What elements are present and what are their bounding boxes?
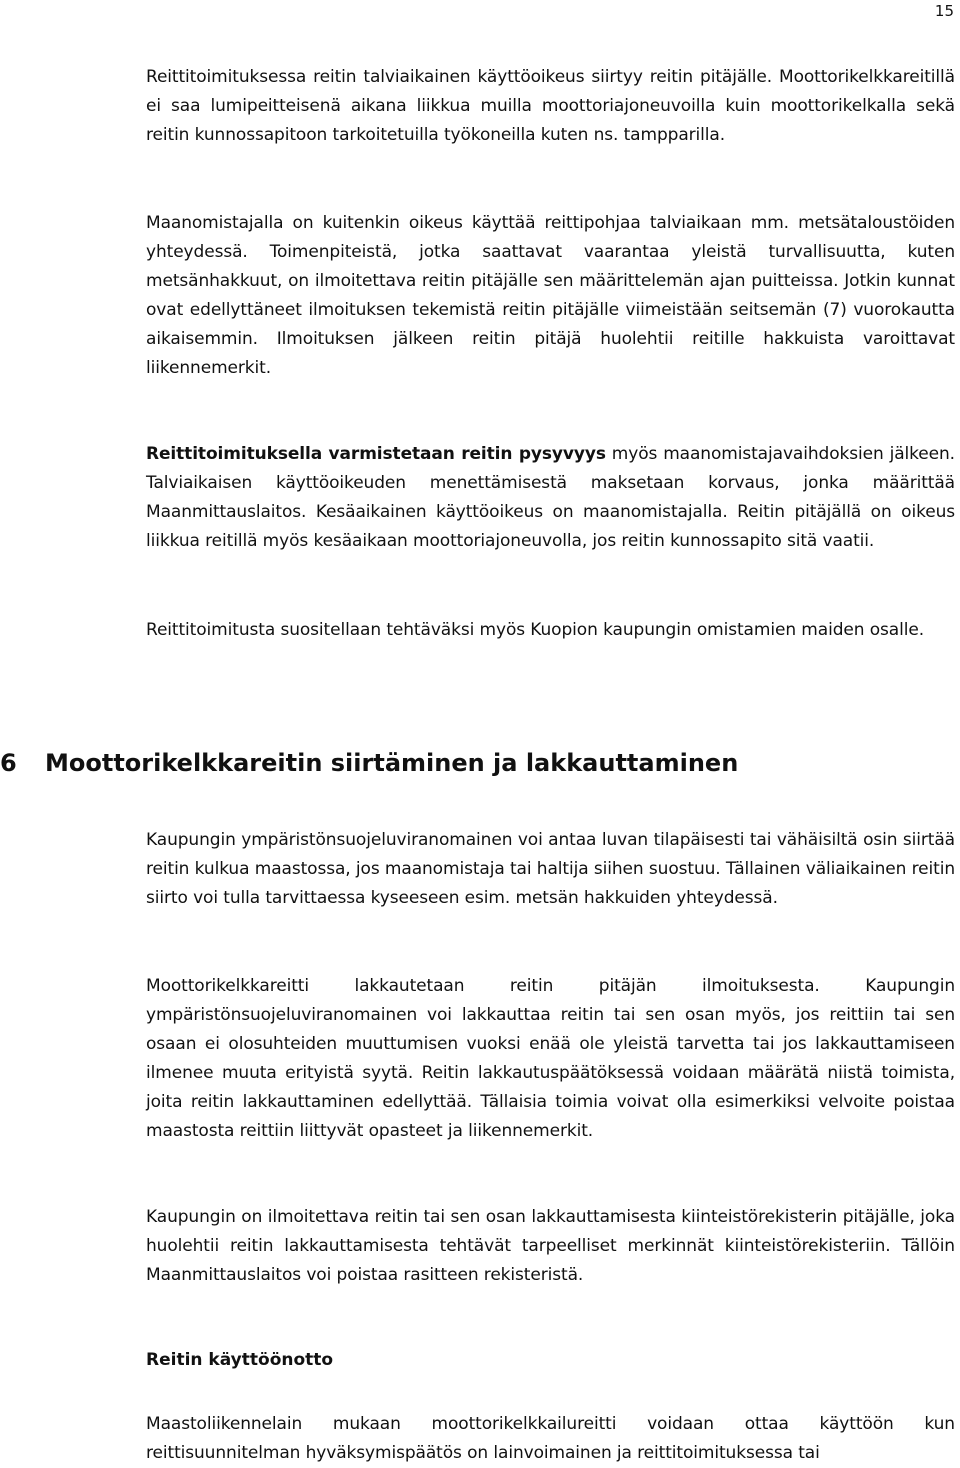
page-number: 15	[934, 2, 954, 20]
section-heading	[0, 745, 738, 781]
paragraph-route-permanence	[146, 440, 955, 556]
paragraph-route-permanence-text: myös maanomistajavaihdoksien jälkeen. Talviaikaisen käyttöoikeuden menettämisestä maksetaan korvaus, jonka määrittää Maanmittauslaitos. Kesäaikainen käyttöoikeus on maanomistajalla. Reitin pitäjällä on oikeus liikkua reitillä myös kesäaikaan moottoriajoneuvolla, jos reitin kunnossapito sitä vaatii.	[146, 444, 955, 551]
paragraph-temporary-relocation: Kaupungin ympäristönsuojeluviranomainen voi antaa luvan tilapäisesti tai vähäisiltä osin siirtää reitin kulkua maastossa, jos maanomistaja tai haltija siihen suostuu. Tällainen väliaikainen reitin siirto voi tulla tarvittaessa kyseeseen esim. metsän hakkuiden yhteydessä.	[146, 830, 955, 908]
section-title: Moottorikelkkareitin siirtäminen ja lakkauttaminen	[45, 749, 739, 777]
subheading-route-commissioning: Reitin käyttöönotto	[146, 1350, 334, 1370]
paragraph-route-permanence-bold: Reittitoimituksella varmistetaan reitin pysyvyys	[146, 444, 606, 464]
paragraph-route-abolition: Moottorikelkkareitti lakkautetaan reitin pitäjän ilmoituksesta. Kaupungin ympäristönsuojeluviranomainen voi lakkauttaa reitin tai sen osan myös, jos reittiin tai sen osaan ei olosuhteiden muuttumisen vuoksi enää ole yleistä tarvetta tai jos lakkauttamiseen ilmenee muuta erityistä syytä. Reitin lakkautuspäätöksessä voidaan määrätä niistä toimista, joita reitin lakkauttaminen edellyttää. Tällaisia toimia voivat olla esimerkiksi velvoite poistaa maastosta reittiin liittyvät opasteet ja liikennemerkit.	[146, 976, 955, 1141]
paragraph-commissioning: Maastoliikennelain mukaan moottorikelkkailureitti voidaan ottaa käyttöön kun reittisuunnitelman hyväksymispäätös on lainvoimainen ja reittitoimituksessa tai	[146, 1414, 955, 1463]
paragraph-property-register: Kaupungin on ilmoitettava reitin tai sen osan lakkauttamisesta kiinteistörekisterin pitäjälle, joka huolehtii reitin lakkauttamisesta tehtävät tarpeelliset merkinnät kiinteistörekisteriin. Tällöin Maanmittauslaitos voi poistaa rasitteen rekisteristä.	[146, 1207, 955, 1285]
paragraph-winter-usage-right: Reittitoimituksessa reitin talviaikainen käyttöoikeus siirtyy reitin pitäjälle. Moottorikelkkareitillä ei saa lumipeitteisenä aikana liikkua muilla moottoriajoneuvoilla kuin moottorikelkalla sekä reitin kunnossapitoon tarkoitetuilla työkoneilla kuten ns. tampparilla.	[146, 67, 955, 145]
paragraph-landowner-rights: Maanomistajalla on kuitenkin oikeus käyttää reittipohjaa talviaikaan mm. metsätaloustöiden yhteydessä. Toimenpiteistä, jotka saattavat vaarantaa yleistä turvallisuutta, kuten metsänhakkuut, on ilmoitettava reitin pitäjälle sen määrittelemän ajan puitteissa. Jotkin kunnat ovat edellyttäneet ilmoituksen tekemistä reitin pitäjälle viimeistään seitsemän (7) vuorokautta aikaisemmin. Ilmoituksen jälkeen reitin pitäjä huolehtii reitille hakkuista varoittavat liikennemerkit.	[146, 213, 955, 378]
paragraph-kuopio-recommendation: Reittitoimitusta suositellaan tehtäväksi myös Kuopion kaupungin omistamien maiden osalle.	[146, 620, 925, 640]
section-number: 6	[0, 749, 17, 777]
